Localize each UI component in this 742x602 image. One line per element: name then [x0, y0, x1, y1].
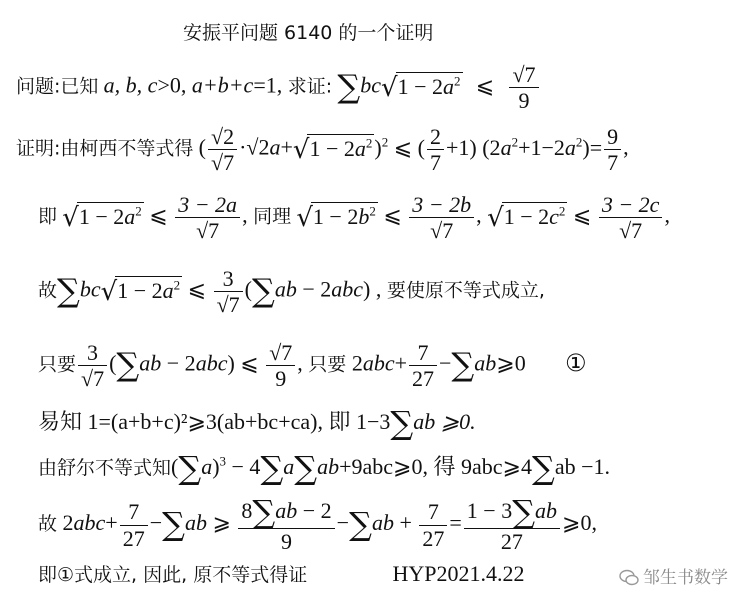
line-3: 即 $√1 - 2a^2$ ⩽ $\frac{3 - 2a}{√7}$ , 同理 $√1 - 2b^2$ ⩽ $\frac{3 - 2b}{√7}$ , $√1 - 2c^2$ ⩽ $\frac{3 - 2c}{√7}$ ,: [38, 192, 670, 244]
sq2: 2: [223, 124, 235, 149]
problem-label: 问题:: [16, 75, 61, 98]
radicand: $1 - 2a^2$: [397, 73, 461, 99]
wechat-icon: [619, 569, 639, 587]
leq: ⩽: [475, 72, 495, 98]
cauchy-frac: $\frac{√2}{√7}$: [208, 124, 237, 176]
rhs-den: 9: [518, 88, 530, 114]
proof-text1: 由柯西不等式得: [60, 137, 194, 160]
line4-prefix: 故: [38, 279, 58, 302]
line5-mid: 只要: [308, 353, 347, 376]
line5-prefix: 只要: [38, 353, 77, 376]
line6-tail: ab ⩾0.: [413, 409, 476, 434]
signature: HYP2021.4.22: [392, 561, 525, 586]
page-title: 安振平问题 6140 的一个证明: [183, 22, 434, 44]
den-a: √7: [196, 218, 220, 244]
line6-text: 易知 1=(a+b+c)²⩾3(ab+bc+ca), 即 1−3: [38, 409, 391, 434]
line-6: 易知 1=(a+b+c)²⩾3(ab+bc+ca), 即 1−3∑ab ⩾0.: [38, 404, 476, 442]
line9-text: 即①式成立, 因此, 原不等式得证: [38, 564, 308, 586]
line7-prefix: 由舒尔不等式知: [38, 457, 172, 479]
prove-text: 求证:: [287, 75, 333, 98]
line8-prefix: 故: [38, 512, 58, 535]
den-c: √7: [619, 218, 643, 244]
cond3: =1,: [253, 72, 288, 98]
lhs: bc: [360, 72, 382, 98]
line5-tail: ⩾0: [496, 350, 526, 376]
sqrt-expr: $√1 - 2a^2$: [381, 72, 461, 103]
sq7: 7: [223, 150, 235, 176]
proof-label: 证明:: [16, 137, 61, 160]
sum-symbol: ∑: [337, 67, 361, 106]
line3-prefix: 即: [38, 205, 58, 228]
given-text: 已知: [60, 75, 99, 98]
cond1: >0,: [157, 72, 192, 98]
vars: a, b, c: [103, 72, 158, 98]
proof-line-1: 证明:由柯西不等式得 ( $\frac{√2}{√7}$ $\cdot√2a+√1 - 2a^2)^2$ ⩽ ( $\frac{2}{7}$ +1) $(2a^2+1-2a^2)=$ $\frac{9}{7}$ ,: [16, 124, 629, 176]
watermark-text: 邹生书数学: [643, 568, 728, 588]
mark-1: ①: [564, 348, 587, 377]
line-7: 由舒尔不等式知$(\sum a)^3$ − 4∑a∑ab+9abc⩾0, 得 9abc⩾4∑ab −1.: [38, 449, 610, 487]
line-8: 故 2abc+ $\frac{7}{27}$ −∑ab ⩾ $\frac{8\sum ab - 2}{9}$ −∑ab + $\frac{7}{27}$ = $\frac{1 - 3\sum ab}{27}$ ⩾0,: [38, 493, 597, 554]
rhs-fraction: [509, 62, 538, 114]
watermark: [619, 563, 728, 588]
cond2: a+b+c: [191, 72, 254, 98]
den-b: √7: [430, 218, 454, 244]
b-num: 3 − 2b: [409, 192, 474, 218]
line7-tail1: +9abc⩾0, 得 9abc⩾4: [339, 454, 532, 479]
line-4: 故$\sum bc√1 - 2a^2$ ⩽ $\frac{3}{√7}$ (∑ab − 2abc) , 要使原不等式成立,: [38, 266, 545, 318]
line4-rest: 要使原不等式成立,: [386, 279, 545, 302]
line-9: [38, 560, 524, 587]
line7-tail2: ab −1.: [554, 454, 610, 479]
c-num: 3 − 2c: [599, 192, 663, 218]
line8-tail: ⩾0,: [562, 509, 597, 535]
problem-line: [16, 62, 541, 114]
rhs-num: √7: [509, 62, 538, 88]
line-5: 只要 $\frac{3}{√7}$ (∑ab − 2abc) ⩽ $\frac{√7}{9}$ , 只要 2abc+ $\frac{7}{27}$ −∑ab⩾0 ①: [38, 340, 587, 392]
line3-mid: 同理: [253, 205, 292, 228]
a-num: 3 − 2a: [175, 192, 240, 218]
